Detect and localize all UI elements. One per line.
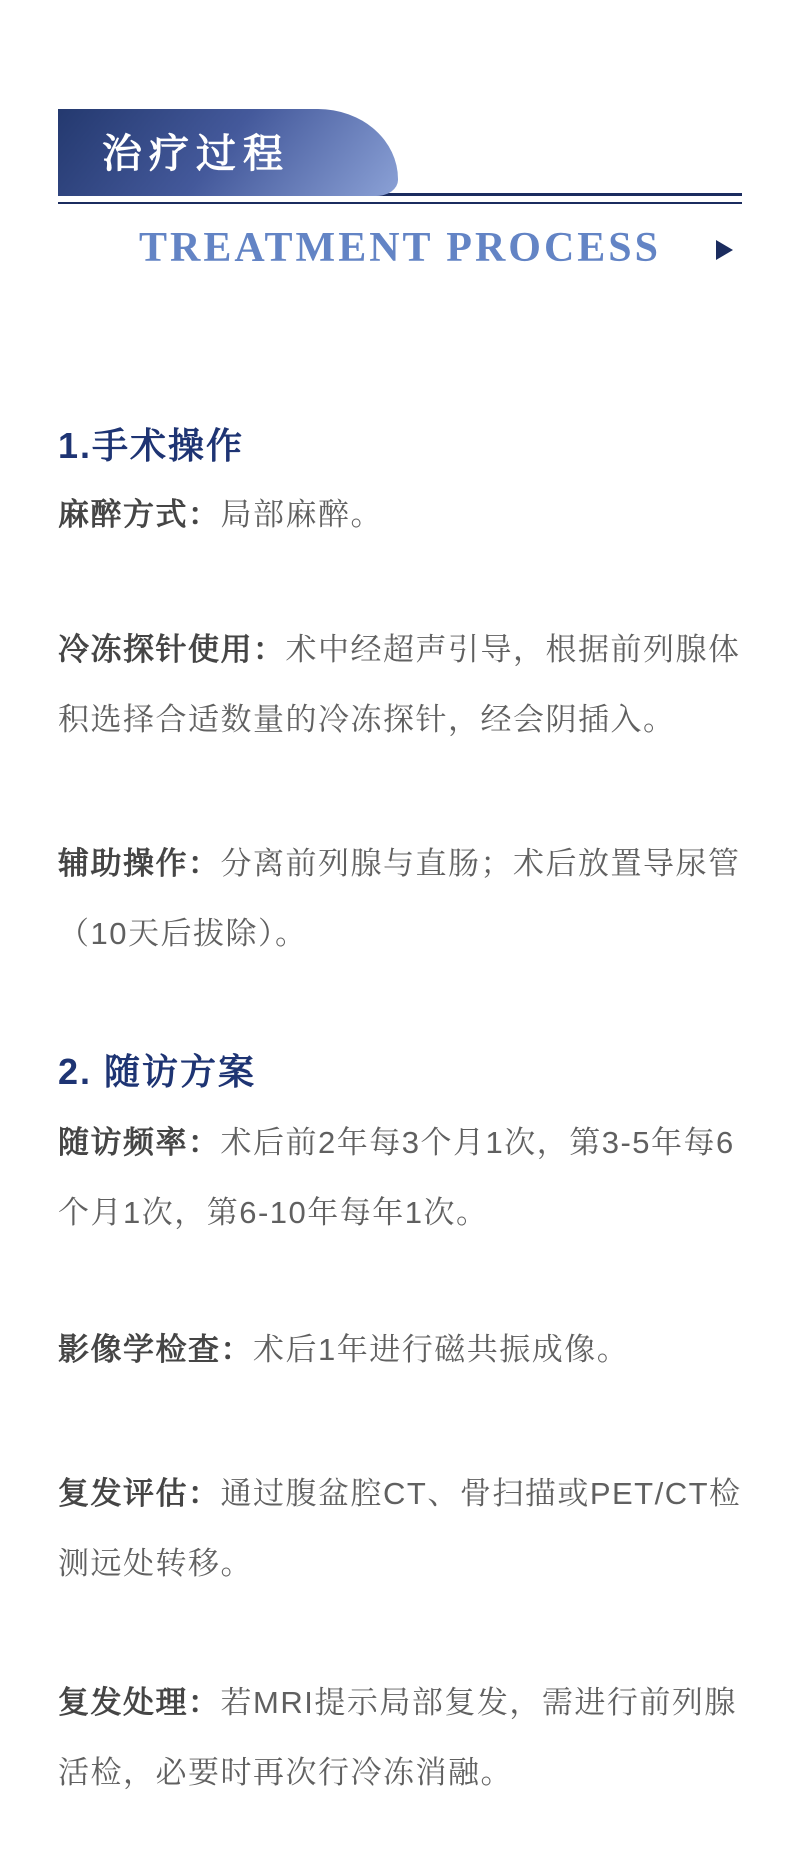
paragraph-label: 辅助操作： [58,846,221,881]
right-triangle-icon [716,240,733,260]
paragraph-label: 随访频率： [58,1125,221,1160]
paragraph-label: 影像学检查： [58,1332,253,1367]
paragraph-text: 通过腹盆腔CT、骨扫描或PET/CT检 [220,1476,742,1511]
paragraph-line [58,1108,758,1178]
paragraph-text: 局部麻醉。 [220,497,383,532]
divider-thin [58,202,742,204]
paragraph-line [58,615,758,685]
paragraph-line [58,1529,758,1599]
paragraph-auxiliary [58,829,758,969]
paragraph-anesthesia [58,480,758,550]
paragraph-line [58,1178,758,1248]
paragraph-text: （10天后拔除）。 [58,916,308,951]
paragraph-text: 若MRI提示局部复发，需进行前列腺 [220,1685,737,1720]
paragraph-label: 复发处理： [58,1685,221,1720]
paragraph-line [58,685,758,755]
paragraph-imaging [58,1315,758,1385]
paragraph-line [58,480,758,550]
section-1-heading: 1.手术操作 [58,425,245,466]
paragraph-label: 冷冻探针使用： [58,632,286,667]
paragraph-text: 术后前2年每3个月1次，第3-5年每6 [220,1125,735,1160]
paragraph-line [58,899,758,969]
paragraph-text: 测远处转移。 [58,1546,253,1581]
paragraph-label: 复发评估： [58,1476,221,1511]
paragraph-line [58,1738,758,1808]
paragraph-text: 活检，必要时再次行冷冻消融。 [58,1755,513,1790]
section-2-heading: 2. 随访方案 [58,1051,257,1092]
paragraph-line [58,1459,758,1529]
paragraph-cryoprobe [58,615,758,755]
paragraph-text: 术中经超声引导，根据前列腺体 [285,632,741,667]
paragraph-text: 积选择合适数量的冷冻探针，经会阴插入。 [58,702,676,737]
paragraph-line [58,1315,758,1385]
paragraph-line [58,1668,758,1738]
section-title-banner [58,109,398,196]
paragraph-line [58,829,758,899]
paragraph-text: 术后1年进行磁共振成像。 [253,1332,630,1367]
paragraph-recurrence-evaluation [58,1459,758,1599]
paragraph-recurrence-treatment [58,1668,758,1808]
paragraph-text: 个月1次，第6-10年每年1次。 [58,1195,489,1230]
paragraph-text: 分离前列腺与直肠；术后放置导尿管 [220,846,741,881]
paragraph-label: 麻醉方式： [58,497,221,532]
page-title: 治疗过程 [102,131,290,176]
page-subtitle-english: TREATMENT PROCESS [138,225,662,271]
paragraph-followup-frequency [58,1108,758,1248]
